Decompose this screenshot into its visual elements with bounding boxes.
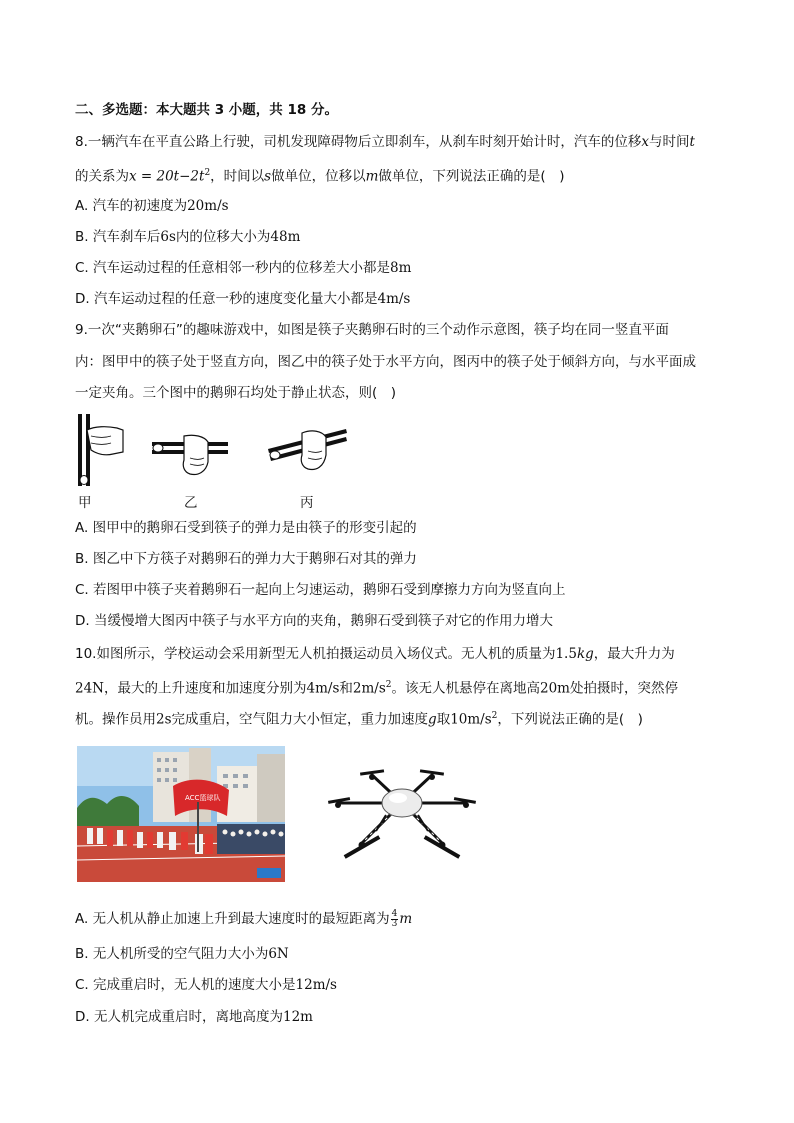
q9-option-b: B. 图乙中下方筷子对鹅卵石的弹力大于鹅卵石对其的弹力 xyxy=(75,551,417,567)
q8-option-d: D. 汽车运动过程的任意一秒的速度变化量大小都是4m/s xyxy=(75,291,411,307)
q10-option-a: A. 无人机从静止加速上升到最大速度时的最短距离为 $\frac{4}{3}$ m xyxy=(75,908,413,929)
q10-stem-line1: 10.如图所示，学校运动会采用新型无人机拍摄运动员入场仪式。无人机的质量为1.5kg，最大升力为 xyxy=(75,646,675,662)
q9-stem-line3: 一定夹角。三个图中的鹅卵石均处于静止状态，则( ) xyxy=(75,385,397,401)
q10-option-d: D. 无人机完成重启时，离地高度为12m xyxy=(75,1009,313,1025)
q10-option-c: C. 完成重启时，无人机的速度大小是12m/s xyxy=(75,977,337,993)
banner-text: ACC篮球队 xyxy=(185,794,221,802)
q10-option-b: B. 无人机所受的空气阻力大小为6N xyxy=(75,946,289,962)
q8-option-b: B. 汽车刹车后6s内的位移大小为48m xyxy=(75,229,301,245)
caption-yi: 乙 xyxy=(184,495,198,511)
q9-option-a: A. 图甲中的鹅卵石受到筷子的弹力是由筷子的形变引起的 xyxy=(75,520,417,536)
q9-option-d: D. 当缓慢增大图丙中筷子与水平方向的夹角，鹅卵石受到筷子对它的作用力增大 xyxy=(75,613,553,629)
q8-option-c: C. 汽车运动过程的任意相邻一秒内的位移差大小都是8m xyxy=(75,260,412,276)
caption-bing: 丙 xyxy=(300,495,314,511)
q9-stem-line1: 9.一次“夹鹅卵石”的趣味游戏中，如图是筷子夹鹅卵石时的三个动作示意图，筷子均在同一竖直平面 xyxy=(75,322,669,338)
fraction-4-3: $\frac{4}{3}$ xyxy=(391,908,398,929)
hexacopter-drone-image xyxy=(316,765,488,869)
q10-stem-line3: 机。操作员用2s完成重启，空气阻力大小恒定，重力加速度g取$10m/s^2$，下列说法正确的是( ) xyxy=(75,711,643,728)
chopsticks-vertical-figure xyxy=(73,412,125,488)
section-title: 二、多选题：本大题共 3 小题，共 18 分。 xyxy=(75,102,338,118)
caption-jia: 甲 xyxy=(78,495,92,511)
sports-parade-photo xyxy=(77,746,285,882)
q8-formula: x = 20t−2t xyxy=(129,168,205,185)
q8-stem-line1: 8.一辆汽车在平直公路上行驶，司机发现障碍物后立即刹车，从刹车时刻开始计时，汽车的位移x与时间t xyxy=(75,134,695,150)
q9-stem-line2: 内：图甲中的筷子处于竖直方向，图乙中的筷子处于水平方向，图丙中的筷子处于倾斜方向，与水平面成 xyxy=(75,354,696,370)
q9-option-c: C. 若图甲中筷子夹着鹅卵石一起向上匀速运动，鹅卵石受到摩擦力方向为竖直向上 xyxy=(75,582,566,598)
q10-stem-line2: 24N，最大的上升速度和加速度分别为4m/s和$2m/s^2$。该无人机悬停在离地高20m处拍摄时，突然停 xyxy=(75,680,678,697)
q8-option-a: A. 汽车的初速度为20m/s xyxy=(75,198,229,214)
chopsticks-tilted-figure xyxy=(266,425,348,475)
q8-stem-line2: 的关系为$x = 20t-2t^2$，时间以s做单位，位移以m做单位，下列说法正确的是( ) xyxy=(75,168,565,185)
chopsticks-horizontal-figure xyxy=(150,432,230,478)
